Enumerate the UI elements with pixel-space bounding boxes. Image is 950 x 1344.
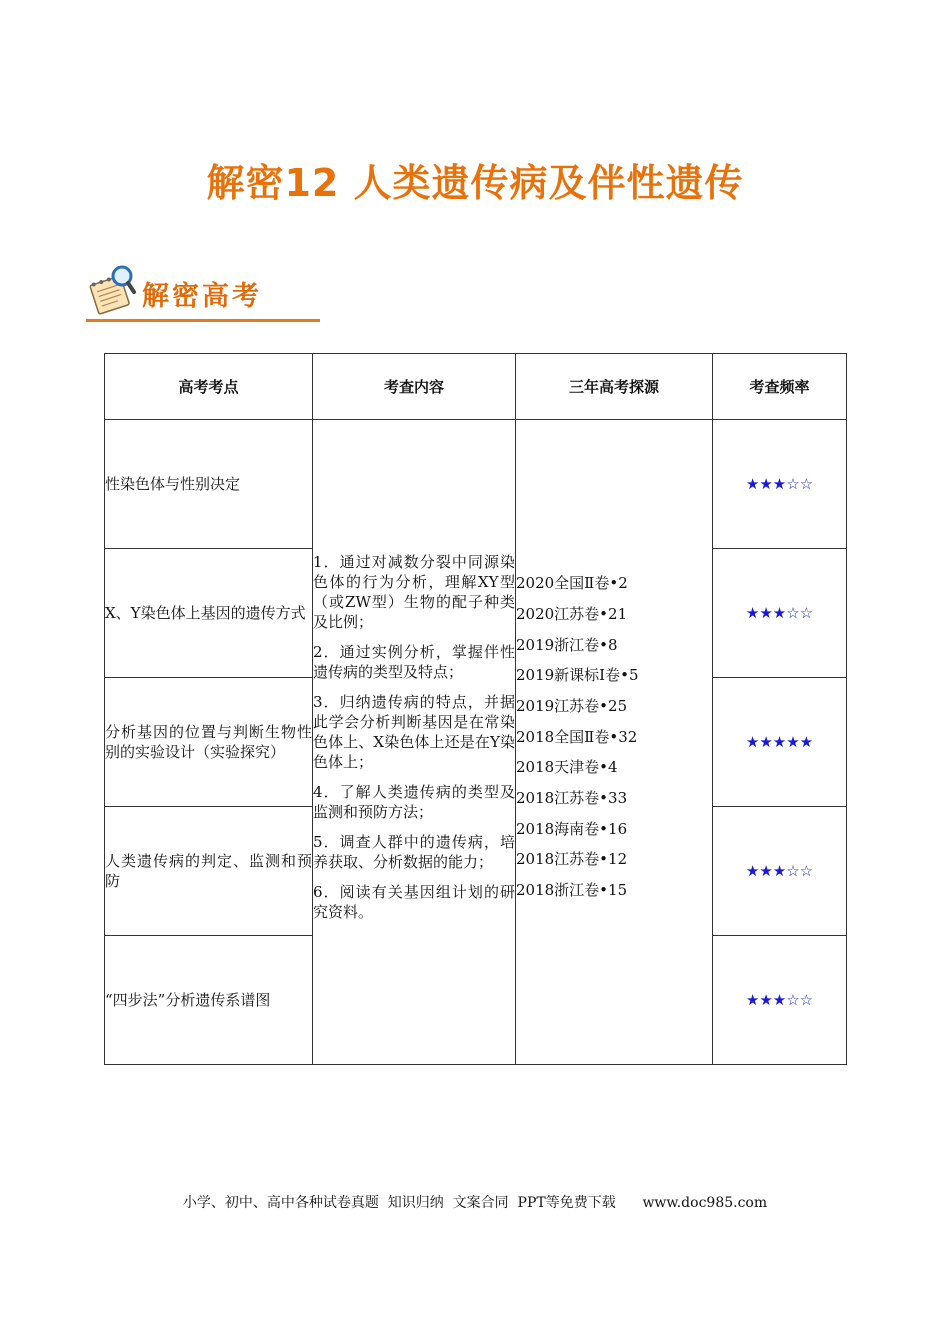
source-item: 2020江苏卷•21 bbox=[516, 604, 628, 623]
source-item: 2019江苏卷•25 bbox=[516, 696, 628, 715]
sources-cell bbox=[516, 420, 713, 1065]
table-header-row bbox=[105, 354, 847, 420]
source-item: 2018江苏卷•12 bbox=[516, 850, 628, 869]
source-item: 2019浙江卷•8 bbox=[516, 635, 618, 654]
notebook-magnifier-icon bbox=[86, 262, 142, 318]
header-frequency: 考查频率 bbox=[713, 354, 847, 420]
frequency-stars: ★★★☆☆ bbox=[713, 549, 847, 678]
section-badge bbox=[86, 262, 322, 324]
exam-point-cell: “四步法”分析遗传系谱图 bbox=[105, 936, 313, 1065]
frequency-stars: ★★★★★ bbox=[713, 678, 847, 807]
badge-underline bbox=[86, 319, 320, 322]
exam-points-table bbox=[104, 353, 847, 1065]
source-item: 2018浙江卷•15 bbox=[516, 881, 628, 900]
exam-point-cell: 分析基因的位置与判断生物性别的实验设计（实验探究） bbox=[105, 678, 313, 807]
exam-point-cell: X、Y染色体上基因的遗传方式 bbox=[105, 549, 313, 678]
page-title: 解密12 人类遗传病及伴性遗传 bbox=[206, 161, 744, 205]
source-item: 2019新课标Ⅰ卷•5 bbox=[516, 666, 639, 685]
content-cell bbox=[313, 420, 516, 1065]
frequency-stars: ★★★☆☆ bbox=[713, 936, 847, 1065]
header-content: 考查内容 bbox=[313, 354, 516, 420]
content-item: 6．阅读有关基因组计划的研究资料。 bbox=[313, 883, 515, 921]
frequency-stars: ★★★☆☆ bbox=[713, 807, 847, 936]
content-item: 5．调查人群中的遗传病，培养获取、分析数据的能力； bbox=[313, 833, 515, 871]
exam-point-cell: 性染色体与性别决定 bbox=[105, 420, 313, 549]
source-item: 2018海南卷•16 bbox=[516, 819, 628, 838]
exam-point-cell: 人类遗传病的判定、监测和预防 bbox=[105, 807, 313, 936]
header-sources: 三年高考探源 bbox=[516, 354, 713, 420]
content-item: 3．归纳遗传病的特点，并据此学会分析判断基因是在常染色体上、X染色体上还是在Y染色体上； bbox=[313, 693, 515, 771]
section-badge-label: 解密高考 bbox=[142, 281, 262, 312]
source-item: 2020全国Ⅱ卷•2 bbox=[516, 574, 628, 593]
content-item: 4．了解人类遗传病的类型及监测和预防方法； bbox=[313, 783, 515, 821]
source-item: 2018天津卷•4 bbox=[516, 758, 618, 777]
table-row bbox=[105, 420, 847, 549]
frequency-stars: ★★★☆☆ bbox=[713, 420, 847, 549]
source-item: 2018全国Ⅱ卷•32 bbox=[516, 727, 638, 746]
page-footer: 小学、初中、高中各种试卷真题 知识归纳 文案合同 PPT等免费下载 www.doc985.com bbox=[182, 1195, 768, 1211]
source-item: 2018江苏卷•33 bbox=[516, 789, 628, 808]
content-item: 2．通过实例分析，掌握伴性遗传病的类型及特点； bbox=[313, 643, 515, 681]
content-item: 1．通过对减数分裂中同源染色体的行为分析，理解XY型（或ZW型）生物的配子种类及比例； bbox=[313, 553, 515, 631]
header-exam-point: 高考考点 bbox=[105, 354, 313, 420]
